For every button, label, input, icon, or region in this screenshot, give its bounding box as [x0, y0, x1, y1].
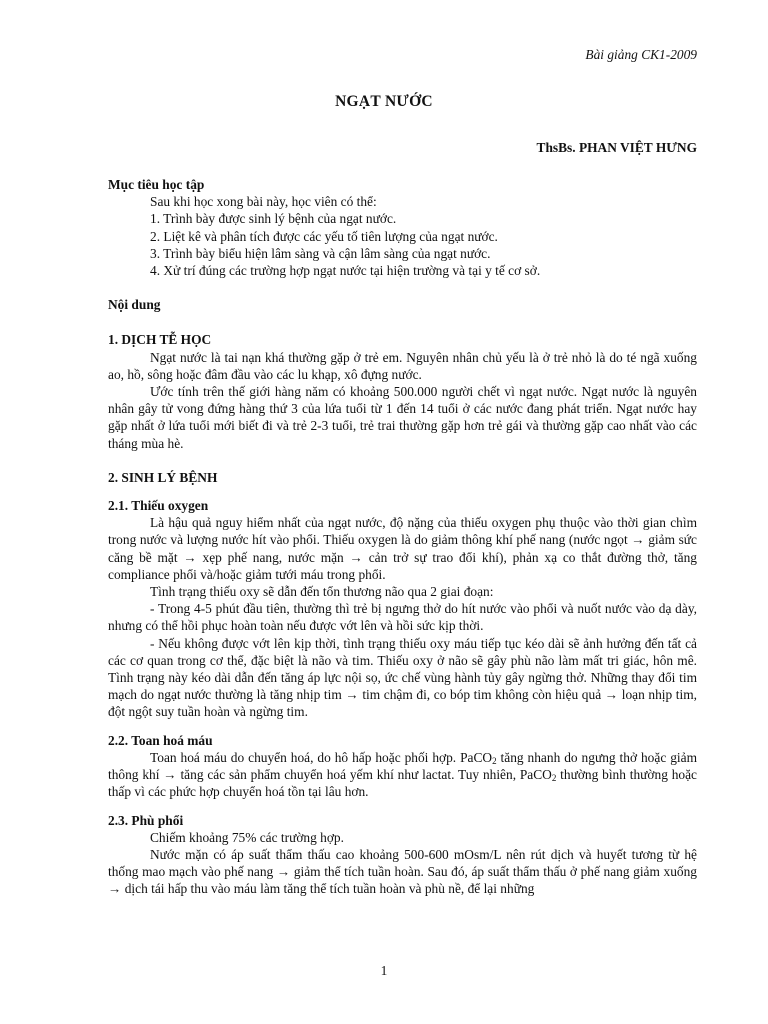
paragraph: Tình trạng thiếu oxy sẽ dẫn đến tổn thương não qua 2 giai đoạn:	[150, 584, 494, 600]
paragraph	[108, 749, 697, 801]
document-body	[108, 176, 697, 898]
text-run: Toan hoá máu do chuyển hoá, do hô hấp hoặc phối hợp. PaCO	[150, 749, 493, 765]
section-heading: 1. DỊCH TỄ HỌC	[108, 332, 212, 348]
subsection-heading: 2.3. Phù phổi	[108, 812, 184, 828]
paragraph: Ngạt nước là tai nạn khá thường gặp ở trẻ em. Nguyên nhân chủ yếu là ở trẻ nhỏ là do té ngã xuống ao, hồ, sông hoặc đâm đầu vào các lu khạp, xô đựng nước.	[108, 349, 697, 382]
paragraph: Ước tính trên thế giới hàng năm có khoảng 500.000 người chết vì ngạt nước. Ngạt nước là nguyên nhân gây tử vong đứng hàng thứ 3 của lứa tuổi từ 1 đến 14 tuổi ở các nước đang phát triển. Ngạt nước hay gặp nhất ở lứa tuổi mới biết đi và trẻ 2-3 tuổi, trẻ trai thường gặp hơn trẻ gái và thường gặp cao nhất vào các tháng mùa hè.	[108, 384, 697, 451]
document-title: NGẠT NƯỚC	[335, 93, 433, 110]
paragraph: Nước mặn có áp suất thẩm thấu cao khoảng 500-600 mOsm/L nên rút dịch và huyết tương từ hệ thống mao mạch vào phế nang → giảm thể tích tuần hoàn. Sau đó, áp suất thẩm thấu ở phế nang giảm xuống → dịch tái hấp thu vào máu làm tăng thể tích tuần hoàn và phù nề, để lại những	[108, 846, 697, 897]
page-number: 1	[380, 963, 388, 978]
author: ThsBs. PHAN VIỆT HƯNG	[536, 140, 697, 155]
objective-item: 2. Liệt kê và phân tích được các yếu tố tiên lượng của ngạt nước.	[150, 228, 498, 244]
objectives-intro: Sau khi học xong bài này, học viên có thể:	[150, 194, 377, 210]
section-heading: 2. SINH LÝ BỆNH	[108, 469, 218, 485]
objectives-heading: Mục tiêu học tập	[108, 177, 205, 192]
objective-item: 1. Trình bày được sinh lý bệnh của ngạt nước.	[150, 211, 397, 227]
subsection-heading: 2.2. Toan hoá máu	[108, 732, 213, 748]
text-run: thường bình thường hoặc thấp vì các phức hợp chuyển hoá tồn tại lâu hơn.	[108, 767, 698, 800]
content-heading: Nội dung	[108, 297, 161, 313]
subscript: 2	[492, 755, 497, 766]
paragraph: - Nếu không được vớt lên kịp thời, tình trạng thiếu oxy máu tiếp tục kéo dài sẽ ảnh hưởng đến tất cả các cơ quan trong cơ thể, đặc biệt là não và tim. Thiếu oxy ở não sẽ gây phù não làm mất tri giác, hôn mê. Tình trạng này kéo dài dẫn đến tăng áp lực nội sọ, ức chế vùng hành tủy gây ngừng thở. Những thay đổi tim mạch do ngạt nước thường là tăng nhịp tim → tim chậm đi, co bóp tim không còn hiệu quả → loạn nhịp tim, đột ngột suy tuần hoàn và ngừng tim.	[108, 635, 697, 720]
subsection-heading: 2.1. Thiếu oxygen	[108, 498, 209, 514]
paragraph: - Trong 4-5 phút đầu tiên, thường thì trẻ bị ngưng thở do hít nước vào phổi và nuốt nước vào dạ dày, nhưng có thể hồi phục hoàn toàn nếu được vớt lên và hồi sức kịp thời.	[108, 601, 697, 634]
objective-item: 4. Xử trí đúng các trường hợp ngạt nước tại hiện trường và tại y tế cơ sở.	[150, 263, 541, 279]
objective-item: 3. Trình bày biểu hiện lâm sàng và cận lâm sàng của ngạt nước.	[150, 245, 491, 261]
paragraph: Là hậu quả nguy hiểm nhất của ngạt nước, độ nặng của thiếu oxygen phụ thuộc vào thời gian chìm trong nước và lượng nước hít vào phổi. Thiếu oxygen là do giảm thông khí phế nang (nước ngọt → giảm sức căng bề mặt → xẹp phế nang, nước mặn → cản trở sự trao đổi khí), phản xạ co thắt đường thở, tăng compliance phổi và/hoặc giảm tưới máu trong phổi.	[108, 515, 697, 582]
paragraph: Chiếm khoảng 75% các trường hợp.	[150, 829, 344, 845]
subscript: 2	[551, 773, 557, 784]
course-note: Bài giảng CK1-2009	[585, 47, 697, 62]
text-run: tăng nhanh do ngưng thở hoặc giảm thông khí → tăng các sản phẩm chuyển hoá yếm khí như lactat. Tuy nhiên, PaCO	[108, 749, 697, 783]
